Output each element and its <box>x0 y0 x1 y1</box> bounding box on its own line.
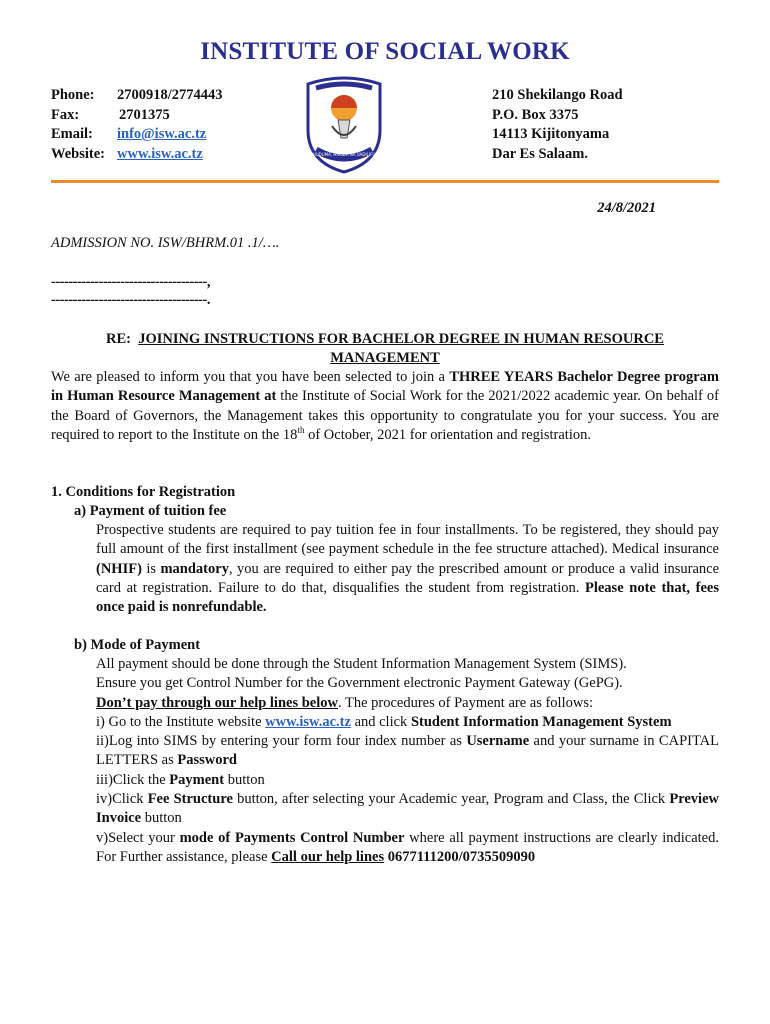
phone-label: Phone: <box>51 87 95 103</box>
website-link-inline[interactable]: www.isw.ac.tz <box>265 713 351 730</box>
admission-number: ADMISSION NO. ISW/BHRM.01 .1/…. <box>51 235 280 251</box>
section-heading: 1. Conditions for Registration <box>51 484 236 500</box>
letter-date: 24/8/2021 <box>597 200 656 216</box>
subsection-heading: a) Payment of tuition fee <box>74 503 227 519</box>
address-line: Dar Es Salaam. <box>492 145 589 162</box>
institute-title: INSTITUTE OF SOCIAL WORK <box>200 38 570 65</box>
email-link[interactable]: info@isw.ac.tz <box>117 126 207 142</box>
phone-value: 2700918/2774443 <box>117 87 223 103</box>
institute-logo <box>300 70 388 174</box>
fax-label: Fax: <box>51 106 80 123</box>
recipient-blank-line: ------------------------------------. <box>51 292 210 308</box>
help-lines-label: Call our help lines <box>271 848 385 865</box>
dont-pay-warning: Don’t pay through our help lines below <box>96 694 338 711</box>
subject-text-cont: MANAGEMENT <box>330 350 440 366</box>
address-line: 14113 Kijitonyama <box>492 126 610 142</box>
address-block <box>492 86 623 164</box>
tuition-fee-paragraph: Prospective students are required to pay tuition fee in four installments. To be registered, they should pay full amount of the first installment (see payment schedule in the fee structure attached). Medical insurance (NHIF) is mandatory, you are required to either pay the prescribed amount or produce a valid insurance card at registration. Failure to do that, disqualifies the student from registration. Please note that, fees once paid is nonrefundable. <box>96 522 719 616</box>
fax-value: 2701375 <box>119 106 170 123</box>
website-label: Website: <box>51 145 105 162</box>
contact-block <box>51 86 223 164</box>
subject-line <box>51 330 719 368</box>
re-label: RE: <box>106 331 132 347</box>
recipient-blank-line: ------------------------------------, <box>51 274 210 290</box>
help-line-numbers: 0677111200/0735509090 <box>384 848 536 865</box>
subsection-heading: b) Mode of Payment <box>74 637 201 653</box>
address-line: P.O. Box 3375 <box>492 106 579 123</box>
email-label: Email: <box>51 126 93 142</box>
address-line: 210 Shekilango Road <box>492 87 623 103</box>
intro-paragraph: We are pleased to inform you that you have been selected to join a THREE YEARS Bachelor Degree program in Human Resource Management at the Institute of Social Work for the 2021/2022 academic year. On behalf of the Board of Governors, the Management takes this opportunity to congratulate you for your success. You are required to report to the Institute on the 18th of October, 2021 for orientation and registration. <box>51 369 719 443</box>
subject-text: JOINING INSTRUCTIONS FOR BACHELOR DEGREE IN HUMAN RESOURCE <box>138 331 664 347</box>
header-divider <box>51 180 719 183</box>
website-link[interactable]: www.isw.ac.tz <box>117 145 203 162</box>
payment-mode-paragraph: All payment should be done through the Student Information Management System (SIMS). Ensure you get Control Number for the Government electronic Payment Gateway (GePG). Don’t pay through our help lines below. The procedures of Payment are as follows: i) Go to the Institute website www.isw.ac.tz and click Student Information Management System ii)Log into SIMS by entering your form four index number as Username and your surname in CAPITAL LETTERS as Password iii)Click the Payment button iv)Click Fee Structure button, after selecting your Academic year, Program and Class, the Click Preview Invoice button v)Select your mode of Payments Control Number where all payment instructions are clearly indicated. For Further assistance, please Call our help lines 0677111200/0735509090 <box>96 656 719 865</box>
logo-motto: HUDUMA, HAKIZA NA UADILIFU <box>312 152 376 157</box>
